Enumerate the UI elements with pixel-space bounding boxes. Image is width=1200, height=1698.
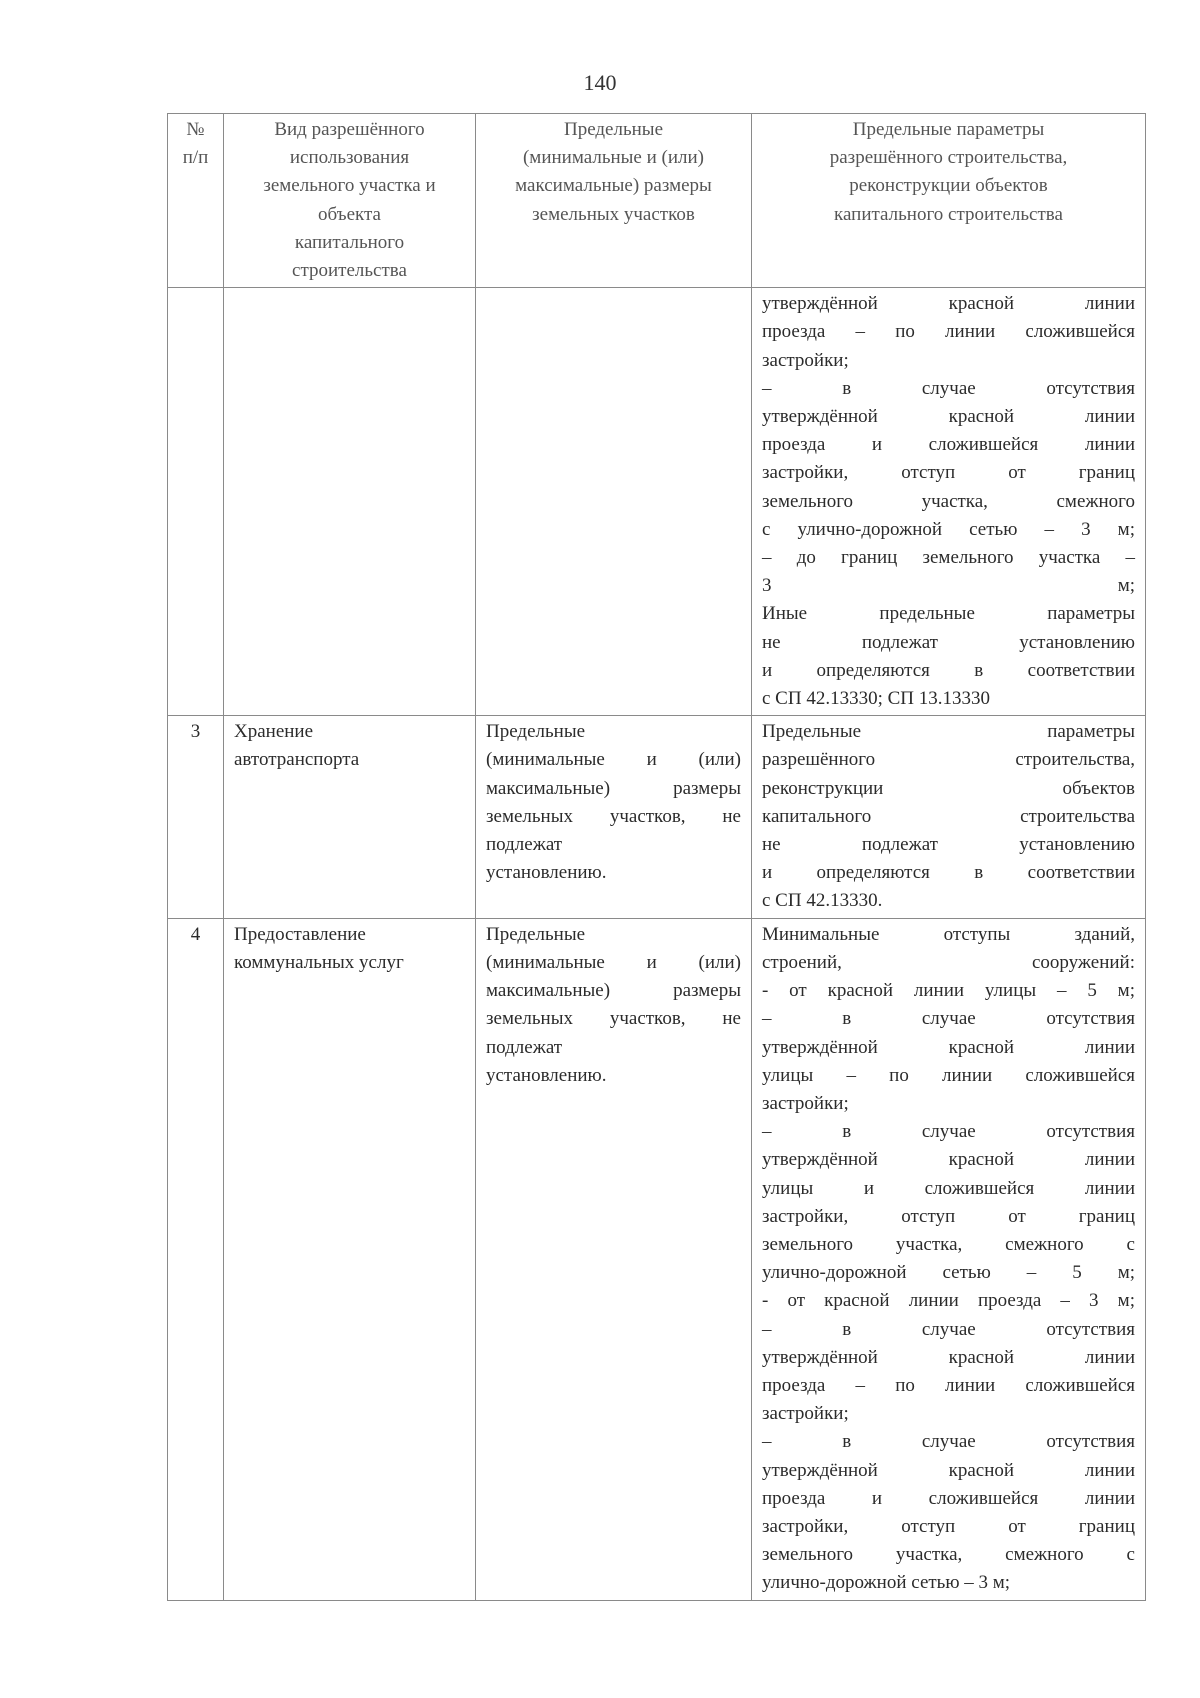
page-number: 140 (583, 70, 617, 95)
cell-text-line: проезда – по линии сложившейся (762, 1374, 1135, 1396)
header-line: капитального (294, 231, 405, 253)
header-number-line: № (186, 119, 205, 140)
cell-text-line: застройки; (762, 1403, 849, 1425)
cell-text-line: застройки, отступ от границ (762, 1205, 1135, 1227)
cell-text-line: проезда – по линии сложившейся (762, 321, 1135, 343)
cell-text-line: утверждённой красной линии (762, 293, 1135, 315)
table-row (168, 918, 1146, 1600)
cell-text-line: с улично-дорожной сетью – 3 м; (762, 518, 1135, 540)
cell-text-line: утверждённой красной линии (762, 1149, 1135, 1171)
header-line: реконструкции объектов (849, 175, 1048, 197)
cell-text-line: земельных участков, не (486, 805, 741, 827)
cell-text-line: с СП 42.13330; СП 13.13330 (762, 688, 990, 710)
cell-text-line: проезда и сложившейся линии (762, 434, 1135, 456)
header-line: разрешённого строительства, (829, 147, 1068, 169)
cell-text-line: – до границ земельного участка – (762, 547, 1135, 569)
header-number-line: п/п (182, 147, 209, 169)
cell-text-line: застройки, отступ от границ (762, 462, 1135, 484)
cell-text-line: и определяются в соответствии (762, 862, 1135, 884)
cell-text-line: – в случае отсутствия (762, 1431, 1135, 1453)
params-cell (752, 918, 1146, 1600)
cell-text-line: с СП 42.13330. (762, 890, 883, 912)
cell-text-line: застройки; (762, 349, 849, 371)
cell-text-line: подлежат (486, 1036, 563, 1058)
row-number: 3 (168, 716, 224, 918)
cell-text-line: максимальные) размеры (486, 980, 741, 1002)
cell-text-line: максимальные) размеры (486, 777, 741, 799)
row-number (168, 288, 224, 716)
cell-text-line: Предельные (486, 923, 586, 945)
cell-text-line: Предельные (486, 721, 586, 743)
header-line: (минимальные и (или) (522, 147, 704, 169)
regulations-table (167, 113, 1146, 1601)
use-type-cell (224, 918, 476, 1600)
use-type-cell (224, 288, 476, 716)
header-plot-size (476, 114, 752, 288)
header-line: максимальные) размеры (515, 175, 712, 197)
params-cell (752, 716, 1146, 918)
cell-text-line: утверждённой красной линии (762, 406, 1135, 428)
cell-text-line: – в случае отсутствия (762, 1121, 1135, 1143)
cell-text-line: улично-дорожной сетью – 3 м; (762, 1572, 1011, 1594)
cell-text-line: подлежат (486, 834, 563, 856)
cell-text-line: проезда и сложившейся линии (762, 1487, 1135, 1509)
cell-text-line: улицы и сложившейся линии (762, 1177, 1135, 1199)
cell-text-line: – в случае отсутствия (762, 1008, 1135, 1030)
cell-text-line: (минимальные и (или) (486, 749, 741, 771)
plot-size-cell (476, 288, 752, 716)
header-line: использования (289, 147, 410, 169)
header-construction-params (752, 114, 1146, 288)
header-line: Предельные (563, 119, 664, 140)
cell-text-line: автотранспорта (234, 749, 360, 771)
header-number (168, 114, 224, 288)
cell-text-line: установлению. (486, 862, 607, 884)
cell-text-line: улицы – по линии сложившейся (762, 1064, 1135, 1086)
header-use-type (224, 114, 476, 288)
header-line: объекта (318, 203, 381, 225)
header-line: Предельные параметры (852, 119, 1045, 140)
cell-text-line: утверждённой красной линии (762, 1459, 1135, 1481)
cell-text-line: не подлежат установлению (762, 631, 1135, 653)
cell-text-line: - от красной линии улицы – 5 м; (762, 980, 1135, 1002)
table-row (168, 716, 1146, 918)
cell-text-line: утверждённой красной линии (762, 1346, 1135, 1368)
cell-text-line: – в случае отсутствия (762, 1318, 1135, 1340)
cell-text-line: застройки; (762, 1092, 849, 1114)
plot-size-cell (476, 716, 752, 918)
cell-text-line: капитального строительства (762, 805, 1135, 827)
header-line: Вид разрешённого (274, 119, 425, 140)
header-line: капитального строительства (834, 203, 1063, 225)
params-cell (752, 288, 1146, 716)
cell-text-line: Предоставление (234, 923, 366, 945)
header-line: строительства (292, 260, 407, 282)
cell-text-line: Хранение (234, 721, 314, 743)
cell-text-line: земельного участка, смежного с (762, 1233, 1135, 1255)
row-number: 4 (168, 918, 224, 1600)
header-line: земельных участков (532, 203, 695, 225)
cell-text-line: земельного участка, смежного (762, 490, 1135, 512)
plot-size-cell (476, 918, 752, 1600)
cell-text-line: земельного участка, смежного с (762, 1544, 1135, 1566)
table-header-row (168, 114, 1146, 288)
cell-text-line: - от красной линии проезда – 3 м; (762, 1290, 1135, 1312)
cell-text-line: строений, сооружений: (762, 951, 1135, 973)
cell-text-line: и определяются в соответствии (762, 659, 1135, 681)
cell-text-line: разрешённого строительства, (762, 749, 1135, 771)
cell-text-line: Минимальные отступы зданий, (762, 923, 1135, 945)
table-row (168, 288, 1146, 716)
cell-text-line: коммунальных услуг (234, 951, 404, 973)
cell-text-line: улично-дорожной сетью – 5 м; (762, 1262, 1135, 1284)
cell-text-line: – в случае отсутствия (762, 377, 1135, 399)
cell-text-line: утверждённой красной линии (762, 1036, 1135, 1058)
cell-text-line: Предельные параметры (762, 721, 1135, 743)
cell-text-line: Иные предельные параметры (762, 603, 1135, 625)
cell-text-line: не подлежат установлению (762, 834, 1135, 856)
header-line: земельного участка и (263, 175, 436, 197)
cell-text-line: реконструкции объектов (762, 777, 1135, 799)
cell-text-line: застройки, отступ от границ (762, 1515, 1135, 1537)
cell-text-line: (минимальные и (или) (486, 951, 741, 973)
cell-text-line: земельных участков, не (486, 1008, 741, 1030)
cell-text-line: 3 м; (762, 575, 1135, 597)
cell-text-line: установлению. (486, 1064, 607, 1086)
use-type-cell (224, 716, 476, 918)
